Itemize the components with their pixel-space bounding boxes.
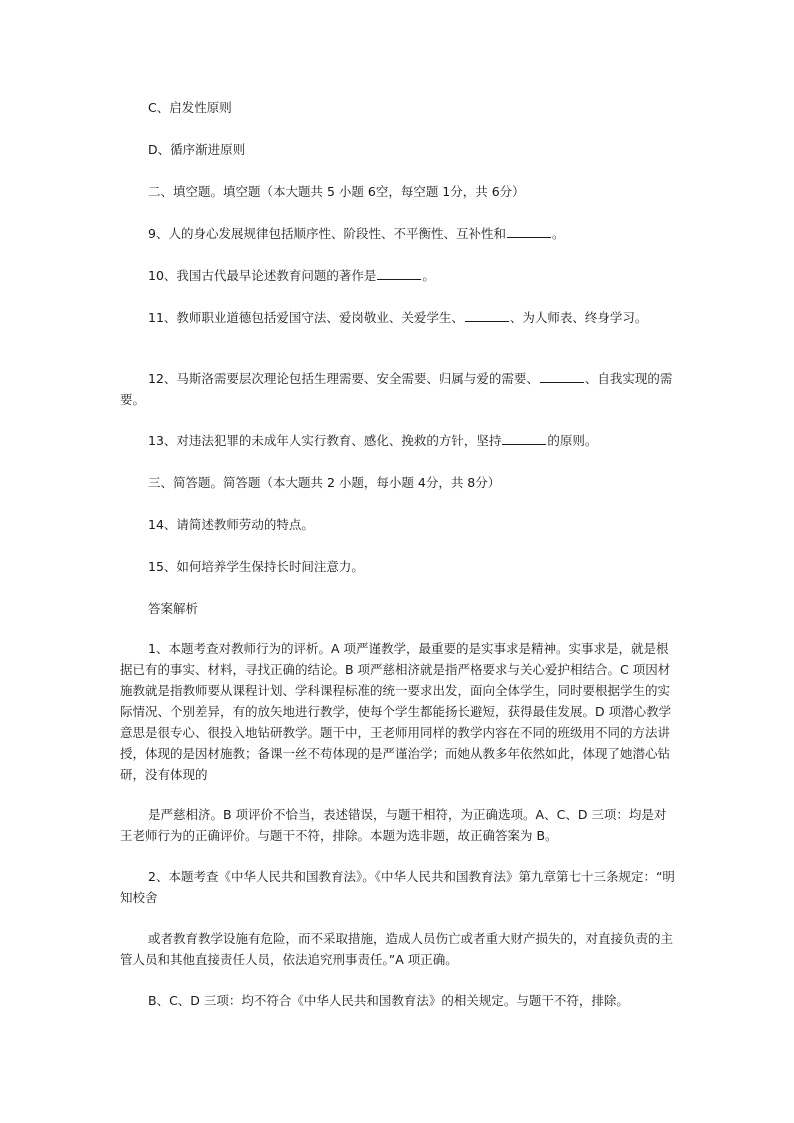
answer-2-part-1: 2、本题考查《中华人民共和国教育法》。《中华人民共和国教育法》第九章第七十三条规定：“明知校舍 — [120, 869, 675, 905]
question-11-text: 11、教师职业道德包括爱国守法、爱岗敬业、关爱学生、 — [148, 310, 464, 325]
question-12 — [120, 368, 676, 410]
question-13 — [120, 430, 676, 451]
answer-2-part-3: B、C、D 三项：均不符合《中华人民共和国教育法》的相关规定。与题干不符，排除。 — [148, 993, 629, 1008]
question-13-end: 的原则。 — [547, 433, 598, 448]
question-11-end: 、为人师表、终身学习。 — [509, 310, 648, 325]
short-section-heading: 三、简答题。简答题（本大题共 2 小题，每小题 4分，共 8分） — [148, 475, 501, 490]
question-9-text: 9、人的身心发展规律包括顺序性、阶段性、不平衡性、互补性和 — [148, 226, 506, 241]
option-d: D、循序渐进原则 — [148, 142, 246, 157]
question-9 — [120, 223, 676, 244]
answer-blank — [502, 432, 546, 445]
fill-section-heading: 二、填空题。填空题（本大题共 5 小题 6空，每空题 1分，共 6分） — [148, 184, 525, 199]
answers-heading: 答案解析 — [148, 601, 199, 616]
question-13-text: 13、对违法犯罪的未成年人实行教育、感化、挽救的方针，坚持 — [148, 433, 502, 448]
question-15: 15、如何培养学生保持长时间注意力。 — [148, 559, 364, 574]
question-9-end: 。 — [551, 226, 565, 241]
question-11 — [120, 307, 676, 328]
question-10-text: 10、我国古代最早论述教育问题的著作是 — [148, 268, 377, 283]
answer-blank — [540, 370, 584, 383]
answer-blank — [377, 267, 421, 280]
question-12-text: 12、马斯洛需要层次理论包括生理需要、安全需要、归属与爱的需要、 — [148, 371, 539, 386]
question-12-end: 、自我实现的需要。 — [120, 371, 673, 407]
question-10-end: 。 — [422, 268, 435, 283]
question-14: 14、请简述教师劳动的特点。 — [148, 517, 314, 532]
answer-blank — [507, 225, 551, 238]
answer-blank — [465, 309, 509, 322]
answer-2-part-2: 或者教育教学设施有危险，而不采取措施，造成人员伤亡或者重大财产损失的，对直接负责的主管人员和其他直接责任人员，依法追究刑事责任。”A 项正确。 — [120, 931, 674, 967]
answer-1-part-2: 是严慈相济。B 项评价不恰当，表述错误，与题干相符，为正确选项。A、C、D 三项：均是对王老师行为的正确评价。与题干不符，排除。本题为选非题，故正确答案为 B。 — [120, 807, 667, 843]
question-10 — [120, 265, 676, 286]
option-c: C、启发性原则 — [148, 100, 232, 115]
answer-1-part-1: 1、本题考查对教师行为的评析。A 项严谨教学，最重要的是实事求是精神。实事求是，就是根据已有的事实、材料，寻找正确的结论。B 项严慈相济就是指严格要求与关心爱护相结合。C 项因材施教就是指教师要从课程计划、学科课程标准的统一要求出发，面向全体学生，同时要根据学生的实际情况、个别差异，有的放矢地进行教学，使每个学生都能扬长避短，获得最佳发展。D 项潜心教学意思是很专心、很投入地钻研教学。题干中，王老师用同样的教学内容在不同的班级用不同的方法讲授，体现的是因材施教；备课一丝不苟体现的是严谨治学；而她从教多年依然如此，体现了她潜心钻研，没有体现的 — [120, 641, 672, 782]
